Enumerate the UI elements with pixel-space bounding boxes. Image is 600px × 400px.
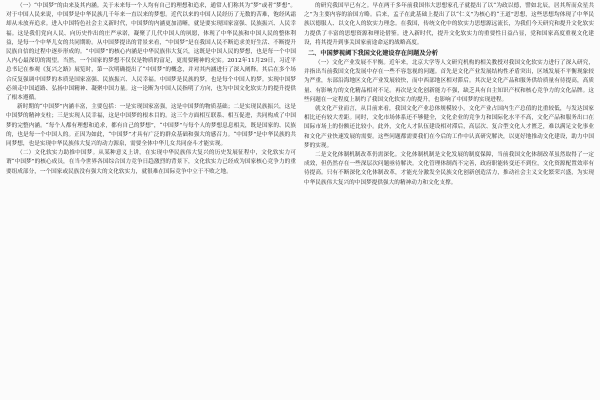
right-column <box>304 2 594 398</box>
right-paragraph-3: 就文化产业而言，从目前来看，我国文化产业总体规模较小，文化产业占国内生产总值的比重较低，与发达国家相比还有较大差距。同时，文化市场体系还不够健全，文化企业的竞争力和国际化水平不高，文化产品和服务出口在国际市场上的份额还比较小。此外，文化人才队伍建设相对滞后，高层次、复合型文化人才匮乏，难以满足文化事业和文化产业快速发展的需要。这些问题都需要我们在今后的工作中认真研究解决，以更好地推动文化建设，助力中国梦的实现。 <box>304 106 594 149</box>
section-heading: 二、中国梦视阈下我国文化建设存在问题及分析 <box>308 50 438 58</box>
right-paragraph-1: 的研究我国早已有之。早在两千多年前我国伟大思想家孔子就提出了以“为政以德，譬如北辰，居其所而众星共之”为主要内容的治国方略。后来，孟子在此基础上提出了以“仁义”为核心的“王道”思想，这些思想均体现了中华民族以德服人、以文化人的软实力理念。在我国，传统文化中的软实力思想源远流长，为我们今天研究和提升文化软实力提供了丰富的思想资源和理论借鉴。进入新时代，提升文化软实力的重要性日益凸显，党和国家高度重视文化建设，将其提升到事关国家前途命运的战略高度。 <box>304 3 594 46</box>
right-paragraph-4: 二是文化体制机制改革仍需深化。文化体制机制是文化发展的制度保障，当前我国文化体制改革虽然取得了一定成效，但仍然存在一些深层次问题亟待解决。文化管理体制尚不完善，政府职能转变还不到位，文化资源配置效率有待提高。只有不断深化文化体制改革，才能充分激发全民族文化创新创造活力，推动社会主义文化繁荣兴盛，为实现中华民族伟大复兴的中国梦提供强大的精神动力和文化支撑。 <box>304 152 594 186</box>
left-paragraph-2: 新时期的“中国梦”内涵丰富，主要包括：一是实现国家富强，这是中国梦的物质基础；二是实现民族振兴，这是中国梦的精神支柱；三是实现人民幸福，这是中国梦的根本目的。这三个方面相互联系、相互促进，共同构成了中国梦的完整内涵。“每个人都有理想和追求，都有自己的梦想”，“中国梦”与每个人的梦想息息相关，既是国家的、民族的，也是每一个中国人的。正因为如此，“中国梦”才具有广泛的群众基础和强大的感召力。“中国梦”是中华民族的共同梦想，也是实现中华民族伟大复兴的动力源泉，需要全体中华儿女共同奋斗才能实现。 <box>6 104 296 148</box>
left-column <box>6 2 296 398</box>
right-paragraph-2: （一）文化产业发展不平衡。近年来，北京大学等人文研究机构的相关教授对我国文化软实力进行了深入研究，并指出当前我国文化发展中存在一些不容忽视的问题。首先是文化产业发展结构性矛盾突出，区域发展不平衡现象较为严重，东部沿海地区文化产业发展较快，而中西部地区相对滞后。其次是文化产品和服务供给质量有待提高，高质量、有影响力的文化精品相对不足。再次是文化创新能力不强，缺乏具有自主知识产权和核心竞争力的文化品牌。这些问题在一定程度上制约了我国文化软实力的提升，也影响了中国梦的实现进程。 <box>304 60 594 103</box>
left-paragraph-3: （二）文化软实力助推中国梦。从某种意义上讲，在实现中华民族伟大复兴的历史发展征程中，文化软实力可谓“中国梦”的核心成员，在当今世界各国综合国力竞争日趋激烈的背景下，文化软实力已经成为国家核心竞争力的重要组成部分，一个国家或民族没有强大的文化软实力，就很难在国际竞争中立于不败之地。 <box>6 150 296 175</box>
left-paragraph-1: （一）“中国梦”的由来及其内涵。关于未来每一个人均有自己的理想和追求，通常人们称其为“梦”或者“梦想”。对于中国人民来说，中国梦是中华民族几千年来一直以来的梦想。近代以来的中国人民经历了无数的苦难，饱经风霜却从未放弃追求。进入中国特色社会主义新时代，中国梦的内涵更加清晰，就是要实现国家富强、民族振兴、人民幸福。这是我们党向人民、向历史作出的庄严承诺，凝聚了几代中国人的夙愿，体现了中华民族和中国人民的整体利益，是每一个中华儿女的共同期盼。从中国梦提出的背景来看，“中国梦”是在我国人民不断追求美好生活、不断提升民族自信的过程中逐步形成的。“中国梦”的核心内涵是中华民族伟大复兴，这既是中国人民的梦想，也是每一个中国人内心最深切的渴望。当然，一个国家的梦想不仅仅是物质的富足，更需要精神的充实。2012年11月29日，习近平总书记在参观《复兴之路》展览时，第一次明确提出了“中国梦”的概念，并对其内涵进行了深入阐释。其后在多个场合反复强调中国梦的本质是国家富强、民族振兴、人民幸福。中国梦是民族的梦，也是每个中国人的梦。实现中国梦必须走中国道路、弘扬中国精神、凝聚中国力量。这一论断为中国人民指明了方向，也为中国文化软实力的提升提供了根本遵循。 <box>6 3 296 102</box>
